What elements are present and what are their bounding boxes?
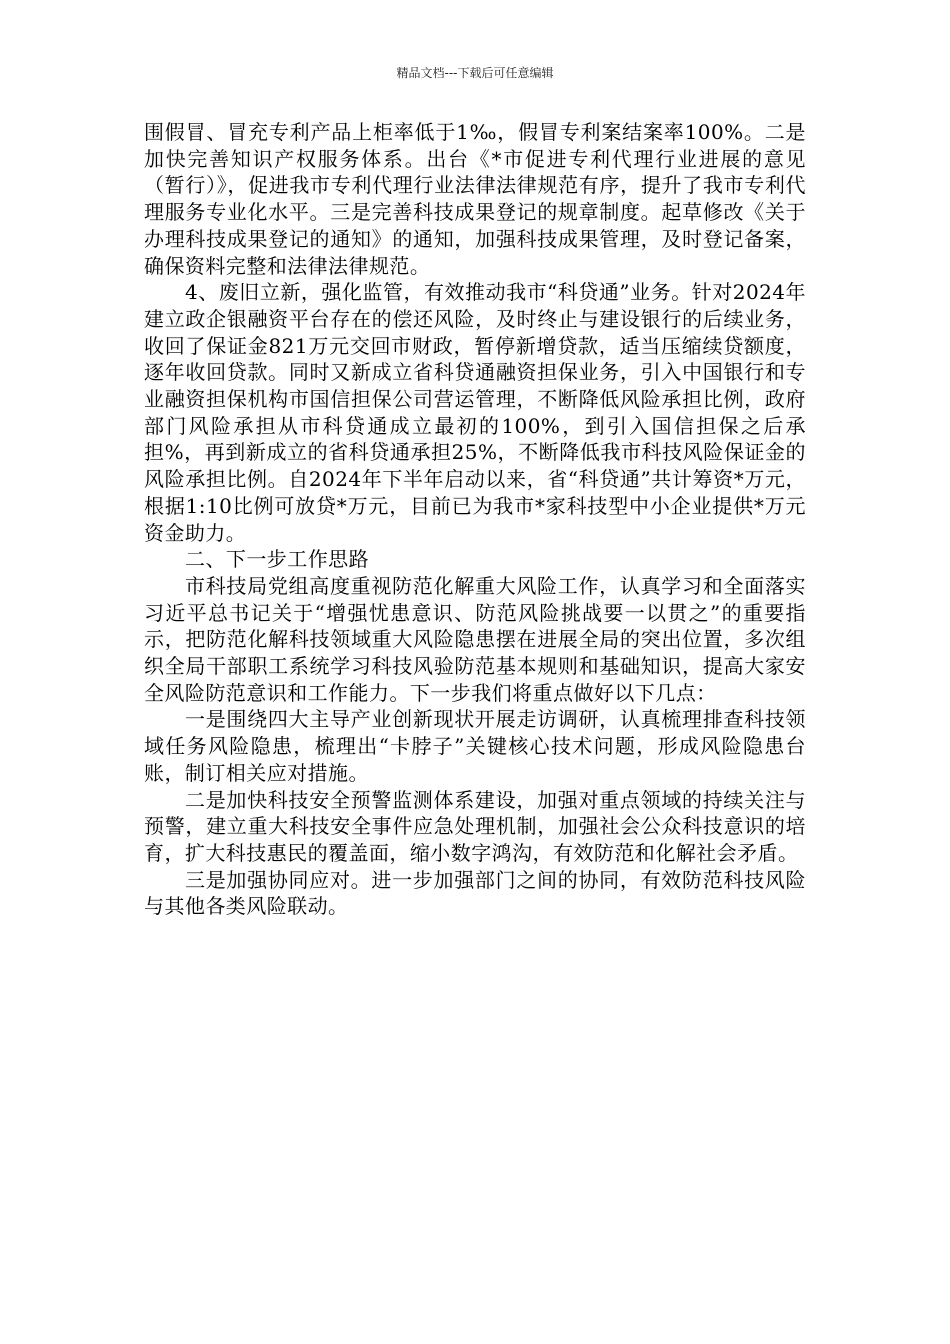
paragraph-patent-protection: 围假冒、冒充专利产品上柜率低于1‰，假冒专利案结案率100%。二是加快完善知识产权服务体系。出台《*市促进专利代理行业进展的意见（暂行）》，促进我市专利代理行业法律法律规范有序，提升了我市专利代理服务专业化水平。三是完善科技成果登记的规章制度。起草修改《关于办理科技成果登记的通知》的通知，加强科技成果管理，及时登记备案，确保资料完整和法律法律规范。 xyxy=(144,120,806,278)
page-header: 精品文档---下载后可任意编辑 xyxy=(396,66,554,80)
paragraph-point-one: 一是围绕四大主导产业创新现状开展走访调研，认真梳理排查科技领域任务风险隐患，梳理出“卡脖子”关键核心技术问题，形成风险隐患台账，制订相关应对措施。 xyxy=(144,707,806,785)
paragraph-risk-prevention: 市科技局党组高度重视防范化解重大风险工作，认真学习和全面落实习近平总书记关于“增强忧患意识、防范风险挑战要一以贯之”的重要指示，把防范化解科技领域重大风险隐患摆在进展全局的突出位置，多次组织全局干部职工系统学习科技风验防范基本规则和基础知识，提高大家安全风险防范意识和工作能力。下一步我们将重点做好以下几点： xyxy=(144,573,806,705)
paragraph-point-two: 二是加快科技安全预警监测体系建设，加强对重点领域的持续关注与预警，建立重大科技安全事件应急处理机制，加强社会公众科技意识的培育，扩大科技惠民的覆盖面，缩小数字鸿沟，有效防范和化解社会矛盾。 xyxy=(144,787,806,865)
paragraph-point-three: 三是加强协同应对。进一步加强部门之间的协同，有效防范科技风险与其他各类风险联动。 xyxy=(144,867,806,919)
section-heading-next-steps: 二、下一步工作思路 xyxy=(185,547,370,572)
paragraph-kedaitong: 4、废旧立新，强化监管，有效推动我市“科贷通”业务。针对2024年建立政企银融资平台存在的偿还风险，及时终止与建设银行的后续业务，收回了保证金821万元交回市财政，暂停新增贷款，适当压缩续贷额度，逐年收回贷款。同时又新成立省科贷通融资担保业务，引入中国银行和专业融资担保机构市国信担保公司营运管理，不断降低风险承担比例，政府部门风险承担从市科贷通成立最初的100%，到引入国信担保之后承担%，再到新成立的省科贷通承担25%，不断降低我市科技风险保证金的风险承担比例。自2024年下半年启动以来，省“科贷通”共计筹资*万元，根据1:10比例可放贷*万元，目前已为我市*家科技型中小企业提供*万元资金助力。 xyxy=(144,280,806,545)
document-body xyxy=(144,119,806,920)
